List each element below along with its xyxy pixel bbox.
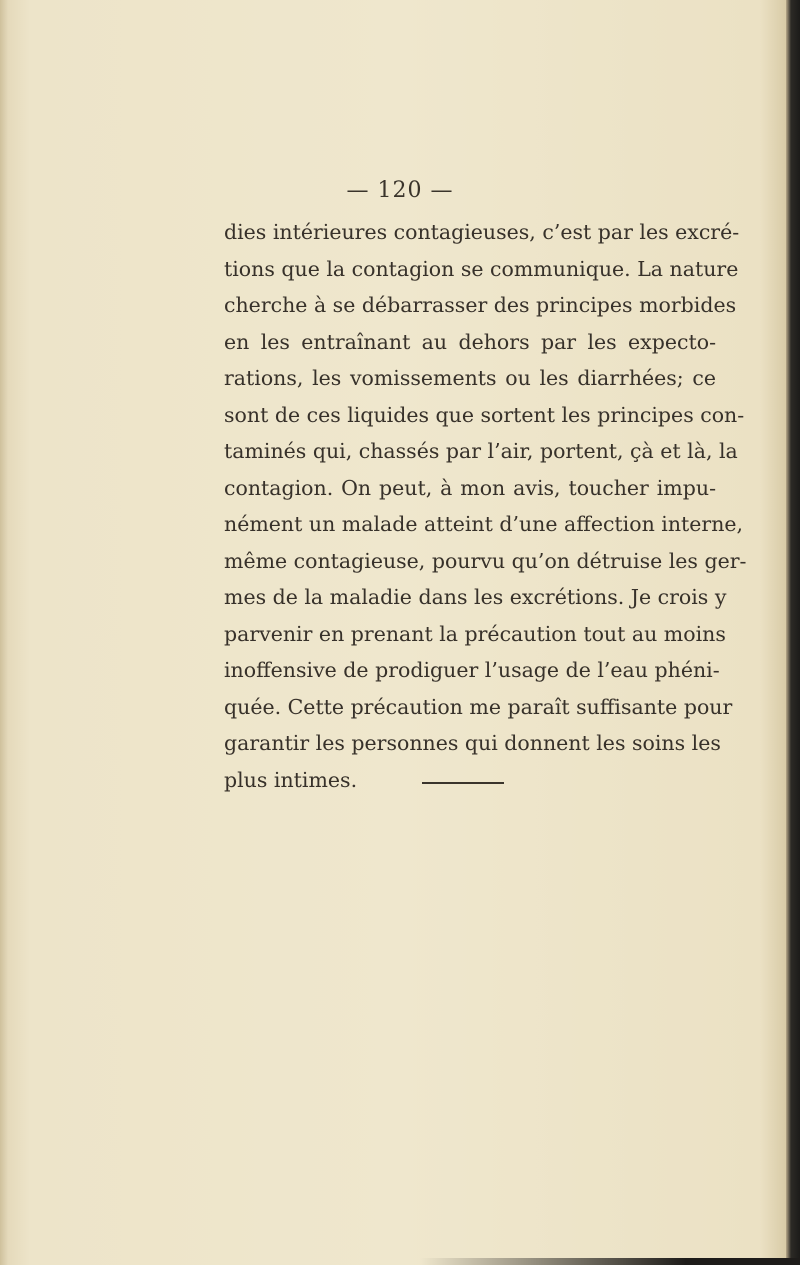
text-line: rations, les vomissements ou les diarrhées; ce: [224, 366, 716, 390]
text-line: inoffensive de prodiguer l’usage de l’eau phéni-: [224, 658, 720, 682]
text-line: tions que la contagion se communique. La nature: [224, 256, 739, 281]
section-end-rule: [422, 782, 504, 784]
text-line: nément un malade atteint d’une affection interne,: [224, 512, 744, 536]
page-bottom-shadow: [420, 1258, 800, 1265]
text-line: même contagieuse, pourvu qu’on détruise les ger-: [224, 548, 747, 573]
text-line: contagion. On peut, à mon avis, toucher impu-: [224, 475, 716, 500]
text-line: mes de la maladie dans les excrétions. Je crois y: [224, 585, 727, 609]
text-line: quée. Cette précaution me paraît suffisante pour: [224, 694, 733, 719]
text-line: parvenir en prenant la précaution tout au moins: [224, 621, 726, 646]
text-line: taminés qui, chassés par l’air, portent, çà et là, la: [224, 439, 738, 463]
text-line: garantir les personnes qui donnent les soins les: [224, 731, 721, 755]
text-line: plus intimes.: [224, 767, 358, 792]
text-line: cherche à se débarrasser des principes morbides: [224, 293, 737, 317]
body-paragraph: [224, 214, 747, 798]
page-number: — 120 —: [346, 178, 454, 203]
text-line: en les entraînant au dehors par les expecto-: [224, 329, 716, 354]
text-line: dies intérieures contagieuses, c’est par les excré-: [224, 220, 740, 244]
text-line: sont de ces liquides que sortent les principes con-: [224, 402, 745, 427]
